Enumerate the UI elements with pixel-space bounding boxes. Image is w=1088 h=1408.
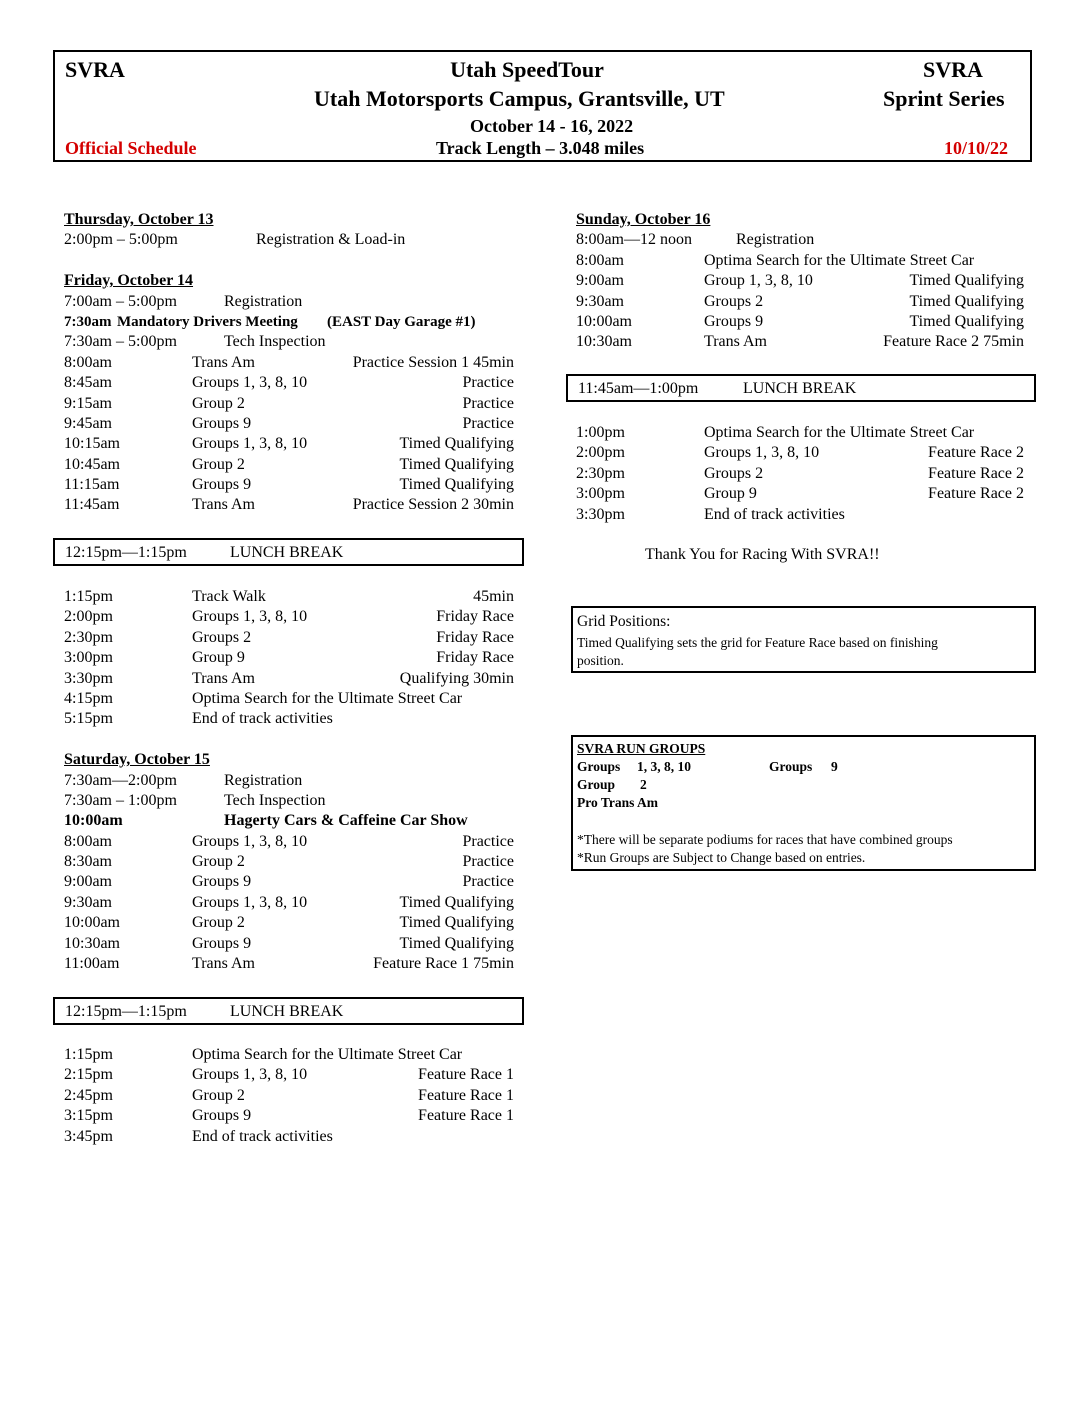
right-schedule-column — [576, 210, 1026, 353]
row-event: Registration — [736, 231, 815, 249]
row-time: 11:15am — [64, 476, 120, 494]
row-group: End of track activities — [192, 710, 333, 728]
row-time: 9:30am — [576, 292, 624, 310]
header-venue: Utah Motorsports Campus, Grantsville, UT — [314, 86, 725, 111]
row-time: 1:15pm — [64, 1046, 113, 1063]
row-time: 10:00am — [64, 812, 123, 830]
schedule-row — [64, 771, 514, 791]
friday-sessions — [64, 353, 514, 516]
schedule-row — [64, 587, 514, 607]
saturday-afternoon — [64, 1045, 514, 1147]
row-session: Practice Session 1 45min — [352, 353, 514, 371]
row-session: Timed Qualifying — [399, 893, 514, 911]
row-time: 8:00am — [64, 353, 112, 371]
row-session: Feature Race 1 — [418, 1086, 514, 1104]
schedule-row — [576, 271, 1024, 291]
row-session: Feature Race 2 75min — [883, 333, 1024, 351]
row-session: Friday Race — [436, 628, 514, 646]
run-groups-title: SVRA RUN GROUPS — [577, 741, 706, 756]
row-group: Optima Search for the Ultimate Street Car — [704, 251, 975, 269]
row-session: Practice — [462, 832, 514, 850]
schedule-row — [576, 332, 1024, 352]
row-group: Group 2 — [192, 455, 245, 473]
thank-you-message: Thank You for Racing With SVRA!! — [645, 546, 880, 563]
row-group: End of track activities — [192, 1127, 333, 1145]
schedule-row — [576, 443, 1024, 463]
row-time: 2:30pm — [576, 464, 625, 482]
row-time: 7:30am – 1:00pm — [64, 791, 177, 809]
row-time: 11:00am — [64, 955, 120, 973]
grid-positions-box — [571, 606, 1036, 673]
schedule-row — [64, 689, 514, 709]
grid-positions-title: Grid Positions: — [577, 613, 671, 630]
schedule-row — [64, 434, 514, 454]
row-time: 2:00pm — [64, 608, 113, 626]
row-session: Feature Race 1 75min — [373, 955, 514, 973]
lunch-label: LUNCH BREAK — [743, 380, 857, 397]
row-session: Practice — [462, 853, 514, 871]
row-group: Groups 1, 3, 8, 10 — [192, 832, 308, 850]
row-group: Track Walk — [192, 588, 266, 605]
schedule-row — [64, 1086, 514, 1106]
row-session: Feature Race 1 — [418, 1066, 514, 1084]
row-session: Feature Race 2 — [928, 485, 1024, 503]
row-time: 9:30am — [64, 893, 112, 911]
row-group: Groups 1, 3, 8, 10 — [192, 374, 308, 392]
row-group: Trans Am — [192, 669, 255, 687]
friday-afternoon-sessions — [64, 587, 514, 730]
header-official-label: Official Schedule — [65, 138, 197, 158]
row-session: Feature Race 2 — [928, 444, 1024, 462]
row-time: 11:45am — [64, 496, 120, 514]
schedule-row — [64, 669, 514, 689]
schedule-row — [576, 292, 1024, 312]
schedule-row — [576, 423, 1024, 443]
row-group: Group 1, 3, 8, 10 — [704, 272, 813, 290]
row-time: 10:30am — [64, 934, 120, 952]
header-left-title: SVRA — [65, 57, 125, 82]
row-group: Trans Am — [704, 333, 767, 351]
schedule-row — [64, 872, 514, 892]
schedule-row — [64, 394, 514, 414]
meeting-location: (EAST Day Garage #1) — [327, 313, 476, 330]
run-group-label: Group — [577, 777, 616, 792]
schedule-row — [576, 505, 1024, 525]
schedule-row — [64, 1106, 514, 1126]
row-time: 8:00am — [64, 832, 112, 850]
row-time: 3:00pm — [576, 485, 625, 503]
schedule-row — [64, 893, 514, 913]
row-group: Groups 9 — [192, 934, 252, 952]
schedule-row — [64, 832, 514, 852]
drivers-meeting-row — [64, 312, 514, 332]
row-group: Group 9 — [192, 649, 245, 667]
row-time: 10:45am — [64, 455, 120, 473]
lunch-label: LUNCH BREAK — [230, 544, 344, 561]
row-time: 10:00am — [576, 312, 632, 330]
row-group: Groups 1, 3, 8, 10 — [704, 444, 820, 462]
row-time: 10:00am — [64, 914, 120, 932]
lunch-time: 11:45am—1:00pm — [578, 380, 699, 397]
schedule-row — [576, 464, 1024, 484]
saturday-afternoon-sessions — [64, 1045, 514, 1147]
header-revision-date: 10/10/22 — [944, 138, 1009, 158]
row-group: Groups 2 — [704, 292, 764, 310]
row-time: 9:00am — [64, 873, 112, 891]
grid-positions-text: Timed Qualifying sets the grid for Feature Race based on finishing — [577, 635, 938, 650]
row-time: 3:45pm — [64, 1127, 113, 1145]
header-track-length: Track Length – 3.048 miles — [436, 138, 645, 158]
schedule-row — [576, 484, 1024, 504]
row-group: Group 2 — [192, 853, 245, 871]
run-group-value: 2 — [640, 777, 647, 792]
row-session: Timed Qualifying — [909, 312, 1024, 330]
row-time: 1:00pm — [576, 424, 625, 441]
row-session: Timed Qualifying — [909, 292, 1024, 310]
schedule-row — [64, 648, 514, 668]
run-groups-note-change: *Run Groups are Subject to Change based on entries. — [577, 850, 866, 865]
schedule-row — [64, 954, 514, 974]
row-group: Groups 1, 3, 8, 10 — [192, 1066, 308, 1084]
row-group: Groups 9 — [704, 312, 764, 330]
meeting-title: Mandatory Drivers Meeting — [117, 313, 298, 330]
row-event: Registration — [224, 771, 303, 789]
row-group: Groups 1, 3, 8, 10 — [192, 893, 308, 911]
row-time: 2:45pm — [64, 1086, 113, 1104]
row-time: 7:30am – 5:00pm — [64, 333, 177, 351]
row-group: Groups 1, 3, 8, 10 — [192, 435, 308, 453]
row-time: 2:00pm — [576, 444, 625, 462]
row-time: 9:45am — [64, 414, 112, 432]
schedule-row — [64, 1065, 514, 1085]
row-event: Tech Inspection — [224, 333, 326, 351]
friday-afternoon — [64, 587, 514, 974]
row-session: Practice — [462, 374, 514, 392]
row-group: Optima Search for the Ultimate Street Car — [192, 689, 463, 707]
car-show-row — [64, 811, 514, 831]
schedule-row — [64, 852, 514, 872]
schedule-row — [64, 628, 514, 648]
row-group: Group 2 — [192, 394, 245, 412]
schedule-row — [64, 414, 514, 434]
header-right-title: SVRA — [923, 57, 983, 82]
saturday-lunch-break — [53, 997, 524, 1025]
header-dates: October 14 - 16, 2022 — [470, 116, 634, 136]
lunch-label: LUNCH BREAK — [230, 1003, 344, 1020]
row-time: 9:15am — [64, 394, 112, 412]
row-time: 2:00pm – 5:00pm — [64, 231, 178, 249]
row-group: Groups 1, 3, 8, 10 — [192, 608, 308, 626]
schedule-row — [64, 709, 514, 729]
row-time: 5:15pm — [64, 710, 113, 728]
row-group: Groups 9 — [192, 414, 252, 432]
lunch-time: 12:15pm—1:15pm — [65, 1003, 187, 1020]
row-time: 2:30pm — [64, 628, 113, 646]
run-groups-label-2: Groups — [769, 759, 813, 774]
row-time: 8:30am — [64, 853, 112, 871]
schedule-row — [64, 230, 514, 250]
schedule-row — [64, 1045, 514, 1065]
row-group: Trans Am — [192, 955, 255, 973]
row-time: 7:30am—2:00pm — [64, 771, 177, 789]
row-session: Qualifying 30min — [399, 669, 514, 687]
row-group: Optima Search for the Ultimate Street Car — [192, 1046, 463, 1063]
row-group: Groups 9 — [192, 476, 252, 494]
row-time: 1:15pm — [64, 588, 113, 605]
schedule-row — [64, 1127, 514, 1147]
row-event: Registration — [224, 292, 303, 310]
row-session: Feature Race 1 — [418, 1107, 514, 1125]
row-session: Friday Race — [436, 608, 514, 626]
saturday-sessions — [64, 832, 514, 975]
schedule-row — [64, 353, 514, 373]
schedule-row — [576, 312, 1024, 332]
sunday-afternoon-sessions — [576, 423, 1026, 525]
schedule-row — [576, 251, 1024, 271]
row-time: 2:15pm — [64, 1066, 113, 1084]
row-group: End of track activities — [704, 505, 845, 523]
row-time: 10:15am — [64, 435, 120, 453]
lunch-time: 12:15pm—1:15pm — [65, 544, 187, 561]
row-time: 8:00am—12 noon — [576, 231, 692, 249]
sunday-lunch-break — [566, 374, 1036, 402]
row-session: Practice — [462, 414, 514, 432]
row-event: Hagerty Cars & Caffeine Car Show — [224, 812, 468, 830]
row-session: Timed Qualifying — [399, 934, 514, 952]
row-time: 3:00pm — [64, 649, 113, 667]
grid-positions-text-cont: position. — [577, 653, 624, 668]
row-session: Practice — [462, 394, 514, 412]
schedule-row — [64, 913, 514, 933]
schedule-row — [64, 934, 514, 954]
row-group: Group 2 — [192, 914, 245, 932]
schedule-row — [64, 495, 514, 515]
row-event: Registration & Load-in — [256, 231, 406, 249]
row-session: Timed Qualifying — [399, 476, 514, 494]
run-groups-value-2: 9 — [831, 759, 838, 774]
row-group: Group 9 — [704, 485, 757, 503]
row-time: 9:00am — [576, 272, 624, 290]
row-session: Timed Qualifying — [909, 272, 1024, 290]
saturday-title: Saturday, October 15 — [64, 751, 210, 769]
row-time: 7:30am — [64, 313, 112, 330]
header-center-title: Utah SpeedTour — [450, 57, 604, 82]
sunday-sessions — [576, 251, 1026, 353]
run-groups-box — [571, 735, 1036, 871]
row-group: Trans Am — [192, 353, 255, 371]
row-time: 4:15pm — [64, 689, 113, 707]
schedule-row — [64, 373, 514, 393]
row-session: Timed Qualifying — [399, 455, 514, 473]
row-session: Practice — [462, 873, 514, 891]
row-time: 3:30pm — [64, 669, 113, 687]
row-time: 7:00am – 5:00pm — [64, 292, 177, 310]
row-session: Timed Qualifying — [399, 914, 514, 932]
header-series: Sprint Series — [883, 86, 1005, 111]
row-time: 3:15pm — [64, 1107, 113, 1125]
run-groups-value: 1, 3, 8, 10 — [637, 759, 691, 774]
row-time: 10:30am — [576, 333, 632, 351]
row-session: Timed Qualifying — [399, 435, 514, 453]
run-groups-note-podiums: *There will be separate podiums for races that have combined groups — [577, 832, 953, 847]
schedule-row — [64, 455, 514, 475]
row-group: Optima Search for the Ultimate Street Car — [704, 424, 975, 441]
thursday-title: Thursday, October 13 — [64, 211, 214, 228]
schedule-row — [64, 607, 514, 627]
row-session: Feature Race 2 — [928, 464, 1024, 482]
row-group: Groups 2 — [704, 464, 764, 482]
schedule-row — [64, 292, 514, 312]
row-time: 3:30pm — [576, 505, 625, 523]
run-group-pro-trans-am: Pro Trans Am — [577, 795, 659, 810]
sunday-title: Sunday, October 16 — [576, 211, 711, 228]
friday-lunch-break — [53, 538, 524, 566]
sunday-afternoon — [576, 423, 1026, 525]
schedule-row — [576, 230, 1026, 250]
row-time: 8:45am — [64, 374, 112, 392]
row-session: Practice Session 2 30min — [352, 496, 514, 514]
row-event: Tech Inspection — [224, 791, 326, 809]
friday-title: Friday, October 14 — [64, 272, 194, 290]
schedule-row — [64, 332, 514, 352]
row-session: Friday Race — [436, 649, 514, 667]
row-group: Groups 9 — [192, 873, 252, 891]
row-group: Trans Am — [192, 496, 255, 514]
row-group: Group 2 — [192, 1086, 245, 1104]
schedule-row — [64, 475, 514, 495]
row-time: 8:00am — [576, 251, 624, 269]
row-session: 45min — [473, 588, 514, 605]
row-group: Groups 9 — [192, 1107, 252, 1125]
run-groups-label: Groups — [577, 759, 621, 774]
schedule-header — [53, 50, 1032, 162]
left-schedule-column — [64, 210, 514, 516]
row-group: Groups 2 — [192, 628, 252, 646]
schedule-row — [64, 791, 514, 811]
